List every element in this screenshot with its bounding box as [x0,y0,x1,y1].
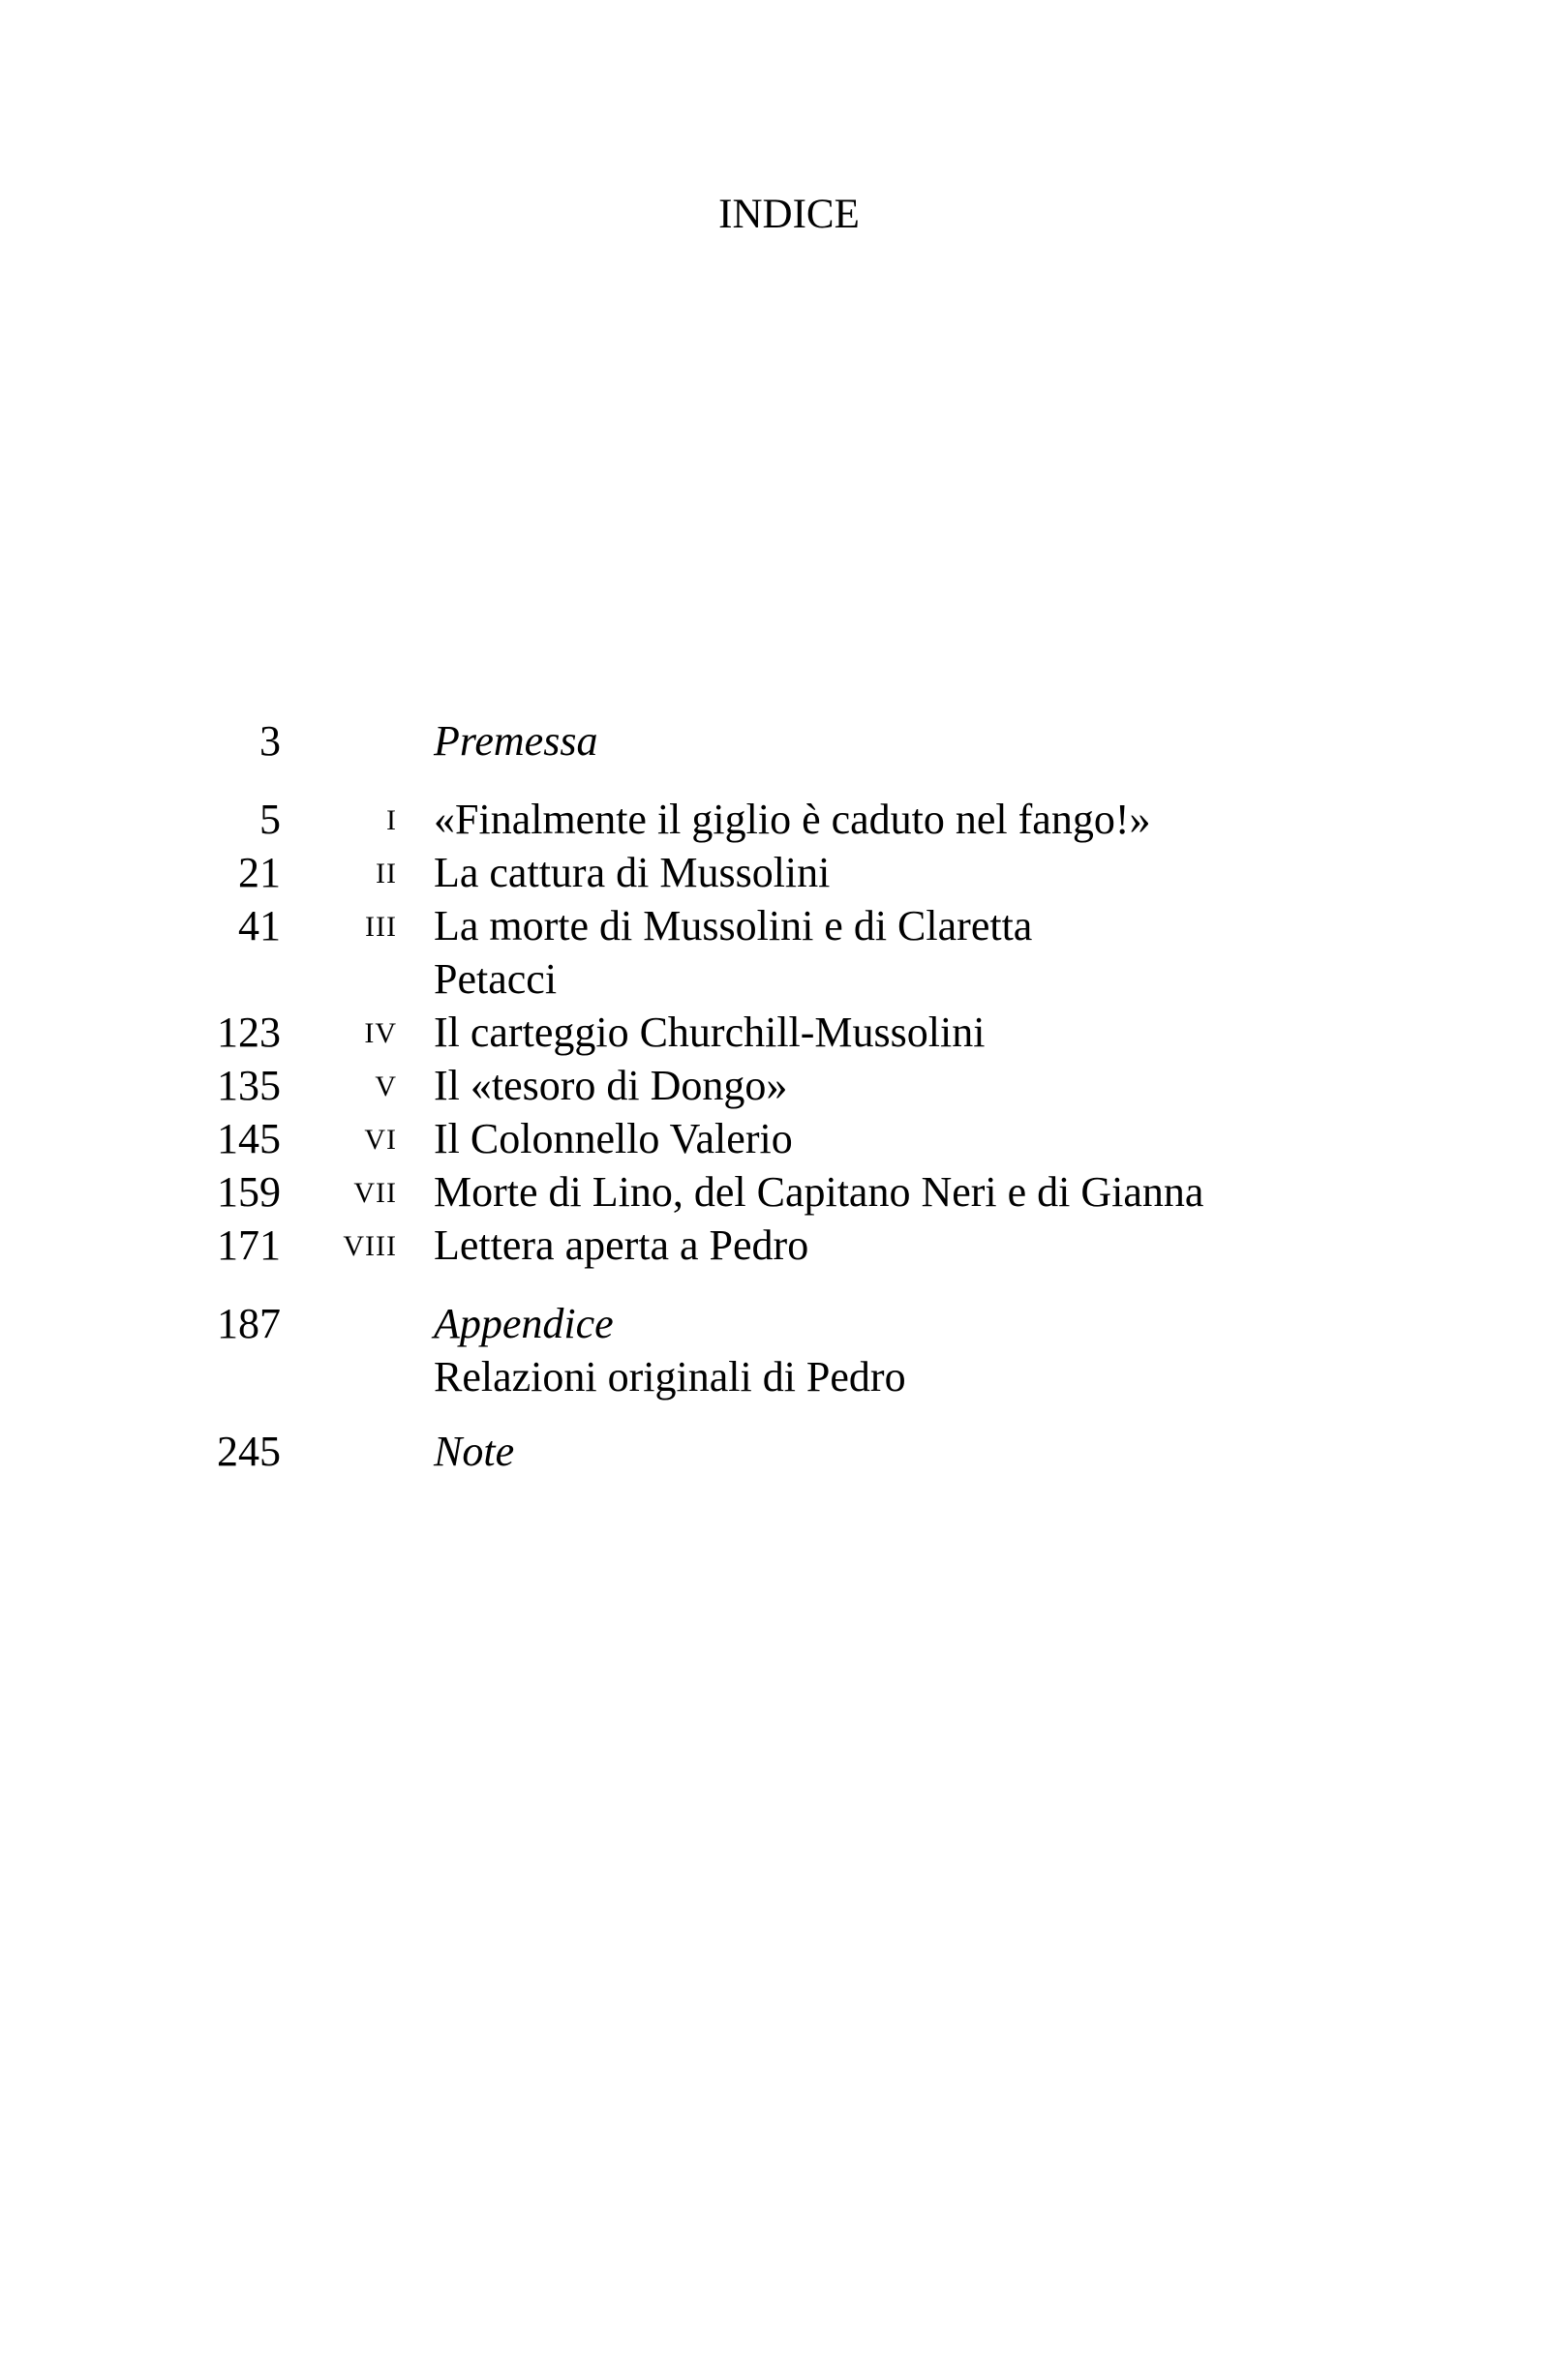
page-number: 123 [217,1009,281,1056]
page-number: 21 [238,849,281,896]
toc-entry-chapter-2[interactable] [0,846,1549,899]
toc-entry-notes[interactable] [0,1425,1549,1478]
page-number: 187 [217,1300,281,1347]
toc-entry-chapter-3[interactable] [0,899,1549,1006]
entry-title: Il carteggio Churchill-Mussolini [434,1009,986,1056]
entry-title: Premessa [434,717,598,765]
entry-title: Il «tesoro di Dongo» [434,1062,788,1109]
entry-title: Il Colonnello Valerio [434,1115,793,1162]
entry-title: «Finalmente il giglio è caduto nel fango!» [434,796,1151,843]
entry-title-line-2: Petacci [434,955,558,1003]
entry-title: La cattura di Mussolini [434,849,831,896]
toc-entry-chapter-6[interactable] [0,1112,1549,1165]
page-number: 171 [217,1221,281,1269]
chapter-numeral: VI [364,1124,397,1156]
entry-title: Morte di Lino, del Capitano Neri e di Gianna [434,1168,1204,1216]
page-number: 145 [217,1115,281,1162]
appendix-title: Appendice [434,1300,614,1347]
chapter-numeral: VIII [343,1230,397,1262]
entry-title [434,1297,906,1403]
page-number: 41 [238,902,281,949]
toc-entry-premessa[interactable] [0,714,1549,768]
entry-title [434,899,1032,1006]
page-number: 159 [217,1168,281,1216]
page-number: 135 [217,1062,281,1109]
chapter-numeral: IV [364,1017,397,1049]
toc-entry-chapter-1[interactable] [0,793,1549,846]
entry-title: Lettera aperta a Pedro [434,1221,809,1269]
page-title: INDICE [718,192,860,237]
chapter-numeral: II [376,858,397,889]
toc-entry-chapter-5[interactable] [0,1059,1549,1112]
appendix-subtitle: Relazioni originali di Pedro [434,1353,906,1401]
entry-title: Note [434,1428,515,1475]
toc-entry-chapter-4[interactable] [0,1006,1549,1059]
chapter-numeral: V [375,1070,397,1102]
chapter-numeral: III [365,911,397,943]
entry-title-line-1: La morte di Mussolini e di Claretta [434,902,1033,949]
toc-entry-chapter-7[interactable] [0,1165,1549,1219]
table-of-contents [0,714,1549,1478]
chapter-numeral: I [386,804,397,836]
chapter-numeral: VII [353,1177,397,1209]
toc-entry-chapter-8[interactable] [0,1219,1549,1272]
page-number: 3 [259,717,281,765]
page-number: 245 [217,1428,281,1475]
page-number: 5 [259,796,281,843]
toc-entry-appendix[interactable] [0,1297,1549,1403]
